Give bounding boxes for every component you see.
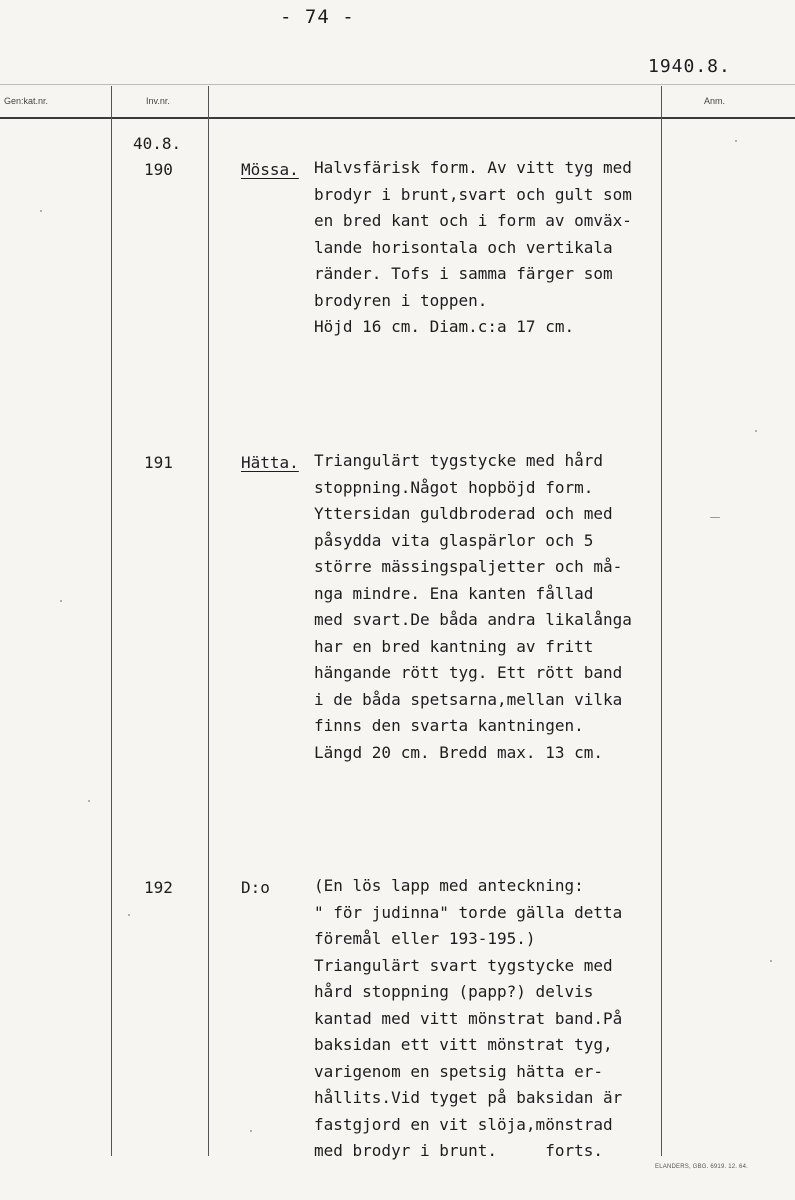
- description-line: stoppning.Något hopböjd form.: [314, 477, 594, 497]
- paper-speck: [735, 140, 737, 142]
- object-term: Hätta.: [241, 453, 299, 472]
- description-line: Triangulärt tygstycke med hård: [314, 451, 603, 470]
- paper-speck: [770, 960, 772, 962]
- column-rule-3: [661, 86, 662, 1156]
- header-top-rule: [0, 84, 795, 85]
- object-term: Mössa.: [241, 160, 299, 179]
- printer-imprint: ELANDERS, GBG. 6919. 12. 64.: [655, 1164, 748, 1170]
- description-line: kantad med vitt mönstrat band.På: [314, 1008, 623, 1028]
- inventory-number: 190: [144, 160, 173, 179]
- description-line: lande horisontala och vertikala: [314, 237, 613, 257]
- description-line: " för judinna" torde gälla detta: [314, 902, 623, 922]
- object-term: D:o: [241, 878, 270, 897]
- description-line: större mässingspaljetter och må-: [314, 557, 623, 576]
- paper-speck: [250, 1130, 252, 1132]
- description-line: en bred kant och i form av omväx-: [314, 211, 632, 230]
- description-line: Triangulärt svart tygstycke med: [314, 955, 613, 975]
- column-header-gen-kat: Gen:kat.nr.: [4, 96, 49, 106]
- paper-speck: [88, 800, 90, 802]
- description-line: ränder. Tofs i samma färger som: [314, 264, 613, 283]
- header-bottom-rule: [0, 117, 795, 119]
- object-description: [314, 873, 660, 1165]
- description-line: hängande rött tyg. Ett rött band: [314, 663, 623, 682]
- column-rule-1: [111, 86, 112, 1156]
- paper-speck: [40, 210, 42, 212]
- description-line: föremål eller 193-195.): [314, 929, 536, 948]
- description-line: med svart.De båda andra likalånga: [314, 610, 632, 629]
- object-description: [314, 155, 660, 341]
- description-line: hållits.Vid tyget på baksidan är: [314, 1088, 623, 1107]
- paper-speck: [128, 914, 130, 916]
- group-label: 40.8.: [133, 134, 182, 153]
- description-line: har en bred kantning av fritt: [314, 636, 594, 656]
- description-line: varigenom en spetsig hätta er-: [314, 1061, 603, 1081]
- description-line: med brodyr i brunt. forts.: [314, 1141, 603, 1160]
- paper-speck: [60, 600, 62, 602]
- description-line: Längd 20 cm. Bredd max. 13 cm.: [314, 742, 603, 762]
- description-line: påsydda vita glaspärlor och 5: [314, 530, 594, 550]
- paper-speck: [710, 517, 720, 518]
- description-line: Höjd 16 cm. Diam.c:a 17 cm.: [314, 317, 575, 336]
- description-line: Yttersidan guldbroderad och med: [314, 504, 613, 523]
- description-line: brodyren i toppen.: [314, 290, 488, 310]
- description-line: Halvsfärisk form. Av vitt tyg med: [314, 158, 632, 177]
- description-line: nga mindre. Ena kanten fållad: [314, 583, 594, 603]
- description-line: (En lös lapp med anteckning:: [314, 876, 584, 895]
- inventory-number: 192: [144, 878, 173, 897]
- column-header-inv: Inv.nr.: [146, 96, 170, 106]
- description-line: baksidan ett vitt mönstrat tyg,: [314, 1035, 613, 1054]
- inventory-number: 191: [144, 453, 173, 472]
- description-line: hård stoppning (papp?) delvis: [314, 982, 594, 1001]
- description-line: i de båda spetsarna,mellan vilka: [314, 689, 623, 709]
- paper-speck: [755, 430, 757, 432]
- description-line: fastgjord en vit slöja,mönstrad: [314, 1114, 613, 1134]
- column-header-anm: Anm.: [704, 96, 726, 106]
- object-description: [314, 448, 660, 766]
- year-stamp: 1940.8.: [648, 56, 731, 77]
- description-line: finns den svarta kantningen.: [314, 716, 584, 735]
- column-rule-2: [208, 86, 209, 1156]
- page-number: - 74 -: [280, 6, 355, 28]
- description-line: brodyr i brunt,svart och gult som: [314, 184, 632, 204]
